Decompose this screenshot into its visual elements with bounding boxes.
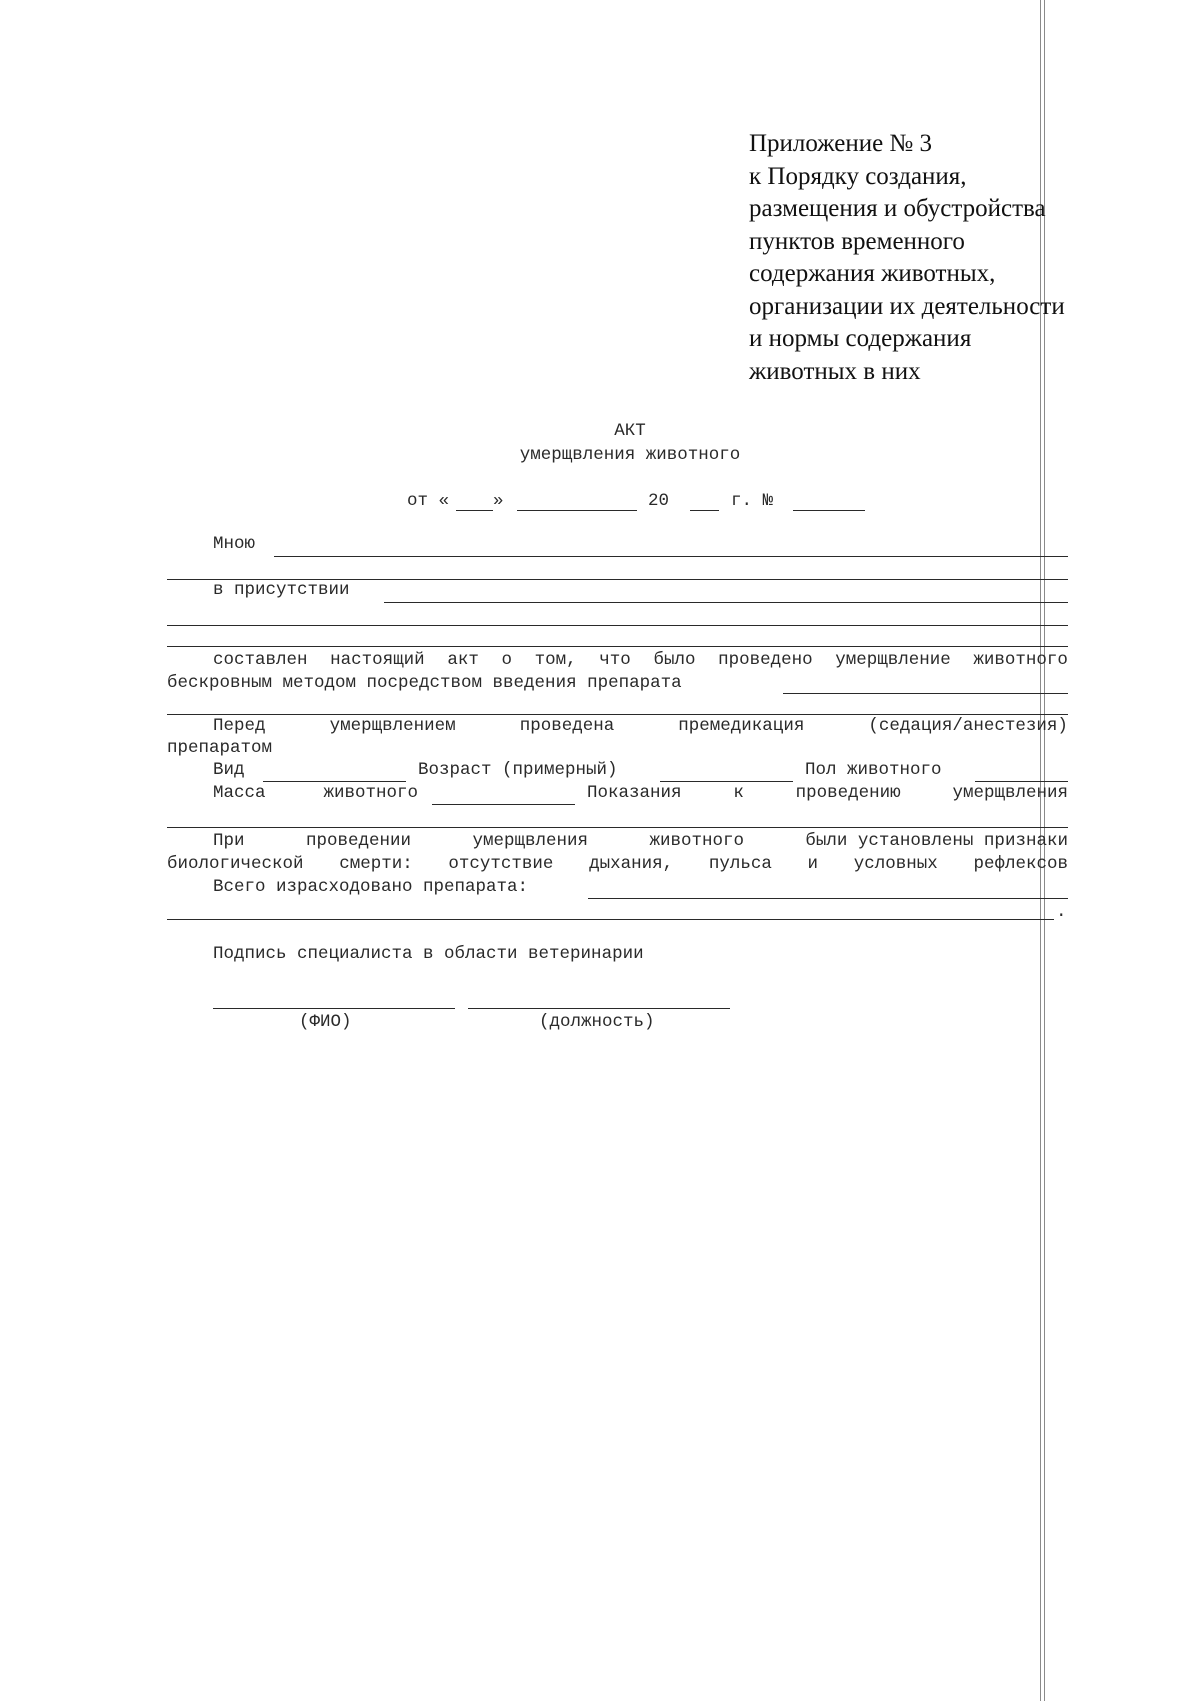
text-word: животного	[323, 783, 418, 803]
year-blank[interactable]	[690, 510, 719, 511]
appendix-line: животных в них	[749, 357, 921, 385]
appendix-header	[749, 128, 1065, 388]
text-word: премедикация	[678, 716, 805, 736]
presence-blank-3[interactable]	[167, 646, 1068, 647]
text-word: были установлены признаки	[805, 831, 1068, 851]
text-word: и	[807, 854, 819, 874]
mnoyu-blank[interactable]	[274, 556, 1068, 557]
premedication-line	[213, 716, 1068, 736]
text-word: проведению	[795, 783, 901, 803]
total-used-label: Всего израсходовано препарата:	[213, 877, 529, 897]
species-label: Вид	[213, 760, 245, 780]
appendix-line: и нормы содержания	[749, 325, 972, 352]
text-word: биологической	[167, 854, 304, 874]
sex-blank[interactable]	[975, 781, 1068, 782]
act-title: АКТ	[614, 421, 646, 441]
sostavlen-line	[213, 650, 1068, 670]
text-word: было	[653, 650, 696, 670]
text-word: акт	[447, 650, 479, 670]
text-word: животного	[973, 650, 1068, 670]
text-word: настоящий	[330, 650, 425, 670]
appendix-line: содержания животных,	[749, 260, 996, 287]
presence-blank-2[interactable]	[167, 625, 1068, 626]
position-caption: (должность)	[539, 1012, 655, 1032]
presence-blank[interactable]	[384, 602, 1068, 603]
total-used-blank-2[interactable]	[167, 919, 1054, 920]
text-word: проведена	[519, 716, 615, 736]
text-word: умерщвления	[472, 831, 588, 851]
text-word: животного	[649, 831, 744, 851]
text-word: умерщвлением	[329, 716, 456, 736]
appendix-line: организации их деятельности	[749, 292, 1065, 320]
presence-label: в присутствии	[213, 580, 350, 600]
age-label: Возраст (примерный)	[418, 760, 618, 780]
text-word: смерти:	[339, 854, 413, 874]
text-word: о	[501, 650, 512, 670]
date-from-label: от «	[407, 491, 450, 511]
mnoyu-label: Мною	[213, 534, 256, 554]
species-blank[interactable]	[263, 781, 406, 782]
text-word: что	[599, 650, 631, 670]
date-close-quote: »	[493, 491, 504, 511]
age-blank[interactable]	[660, 781, 793, 782]
text-word: к	[733, 783, 744, 803]
end-period: .	[1056, 902, 1067, 922]
fio-blank[interactable]	[213, 1008, 455, 1009]
total-used-blank[interactable]	[588, 898, 1068, 899]
appendix-line: Приложение № 3	[749, 130, 933, 157]
act-subtitle: умерщвления животного	[519, 445, 741, 465]
text-word: составлен	[213, 650, 308, 670]
text-word: условных	[853, 854, 938, 874]
text-word: умерщвление	[835, 650, 951, 670]
signature-label: Подпись специалиста в области ветеринарии	[213, 944, 644, 964]
text-word: проведено	[718, 650, 813, 670]
text-word: пульса	[708, 854, 772, 874]
year-prefix: 20	[648, 491, 670, 511]
indications-line	[587, 783, 1068, 803]
mass-blank[interactable]	[432, 804, 575, 805]
sex-label: Пол животного	[805, 760, 942, 780]
month-blank[interactable]	[517, 510, 637, 511]
text-word: проведении	[305, 831, 411, 851]
text-word: Масса	[213, 783, 266, 803]
appendix-line: к Порядку создания,	[749, 162, 967, 190]
number-blank[interactable]	[793, 510, 865, 511]
text-word: дыхания,	[589, 854, 674, 874]
text-word: Показания	[587, 783, 682, 803]
text-word: Перед	[213, 716, 266, 736]
appendix-line: пунктов временного	[749, 227, 965, 255]
indications-blank[interactable]	[167, 827, 1068, 828]
text-word: отсутствие	[448, 854, 554, 874]
text-word: том,	[534, 650, 577, 670]
position-blank[interactable]	[468, 1008, 730, 1009]
preparation-blank-2[interactable]	[167, 714, 1068, 715]
biological-death-line	[167, 854, 1068, 874]
text-word: умерщвления	[952, 783, 1068, 803]
text-word: (седация/анестезия)	[868, 716, 1068, 736]
text-word: При	[213, 831, 245, 851]
preparatom-label: препаратом	[167, 738, 273, 758]
day-blank[interactable]	[456, 510, 493, 511]
death-signs-line	[213, 831, 1068, 851]
mass-label	[213, 783, 418, 803]
beskrovnym-text: бескровным методом посредством введения препарата	[167, 673, 682, 693]
number-label: г. №	[731, 491, 774, 511]
preparation-blank[interactable]	[783, 693, 1068, 694]
fio-caption: (ФИО)	[299, 1012, 352, 1032]
text-word: рефлексов	[973, 854, 1068, 874]
appendix-line: размещения и обустройства	[749, 195, 1046, 222]
